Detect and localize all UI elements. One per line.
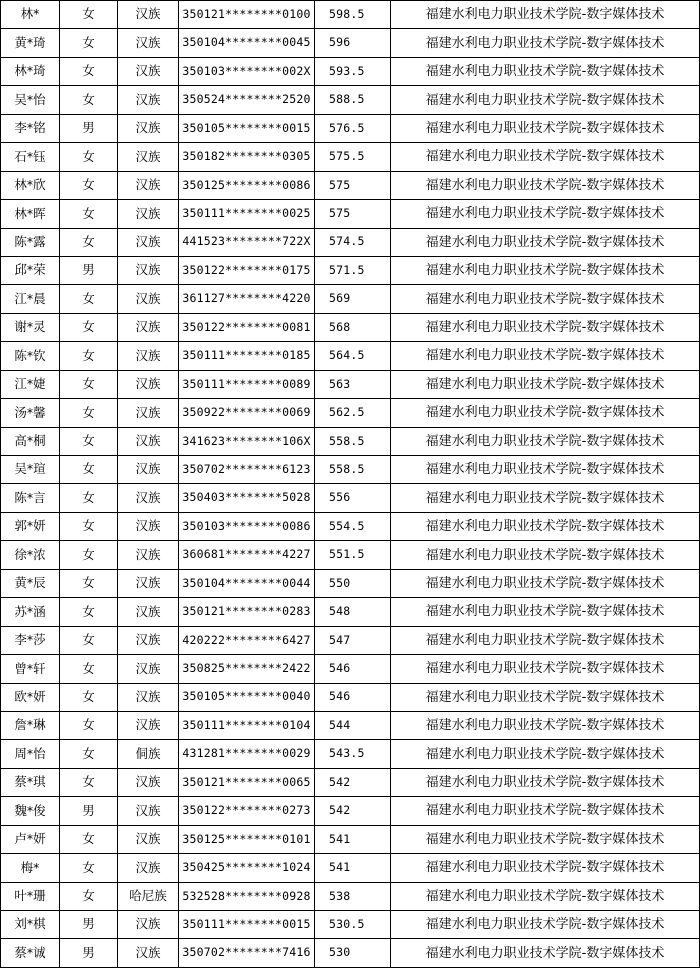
gender-cell: 男 bbox=[60, 797, 118, 825]
id-number-cell: 350111********0025 bbox=[179, 200, 315, 228]
table-row bbox=[1, 399, 700, 427]
school-major-cell: 福建水利电力职业技术学院-数字媒体技术 bbox=[391, 569, 700, 597]
ethnicity-cell: 汉族 bbox=[118, 171, 179, 199]
name-cell: 石*钰 bbox=[1, 143, 60, 171]
school-major-cell: 福建水利电力职业技术学院-数字媒体技术 bbox=[391, 399, 700, 427]
ethnicity-cell: 汉族 bbox=[118, 1, 179, 29]
score-cell: 569 bbox=[315, 285, 391, 313]
school-major-cell: 福建水利电力职业技术学院-数字媒体技术 bbox=[391, 256, 700, 284]
name-cell: 叶*珊 bbox=[1, 882, 60, 910]
table-row bbox=[1, 29, 700, 57]
gender-cell: 女 bbox=[60, 541, 118, 569]
table-row bbox=[1, 683, 700, 711]
school-major-cell: 福建水利电力职业技术学院-数字媒体技术 bbox=[391, 911, 700, 939]
gender-cell: 女 bbox=[60, 711, 118, 739]
ethnicity-cell: 汉族 bbox=[118, 512, 179, 540]
id-number-cell: 350111********0185 bbox=[179, 342, 315, 370]
id-number-cell: 350125********0086 bbox=[179, 171, 315, 199]
gender-cell: 女 bbox=[60, 825, 118, 853]
ethnicity-cell: 汉族 bbox=[118, 854, 179, 882]
school-major-cell: 福建水利电力职业技术学院-数字媒体技术 bbox=[391, 143, 700, 171]
id-number-cell: 350105********0015 bbox=[179, 114, 315, 142]
name-cell: 欧*妍 bbox=[1, 683, 60, 711]
id-number-cell: 431281********0029 bbox=[179, 740, 315, 768]
score-cell: 571.5 bbox=[315, 256, 391, 284]
id-number-cell: 361127********4220 bbox=[179, 285, 315, 313]
ethnicity-cell: 汉族 bbox=[118, 797, 179, 825]
school-major-cell: 福建水利电力职业技术学院-数字媒体技术 bbox=[391, 484, 700, 512]
score-cell: 550 bbox=[315, 569, 391, 597]
table-row bbox=[1, 114, 700, 142]
gender-cell: 女 bbox=[60, 285, 118, 313]
ethnicity-cell: 汉族 bbox=[118, 114, 179, 142]
name-cell: 谢*灵 bbox=[1, 313, 60, 341]
ethnicity-cell: 汉族 bbox=[118, 313, 179, 341]
id-number-cell: 341623********106X bbox=[179, 427, 315, 455]
table-row bbox=[1, 484, 700, 512]
school-major-cell: 福建水利电力职业技术学院-数字媒体技术 bbox=[391, 200, 700, 228]
ethnicity-cell: 汉族 bbox=[118, 683, 179, 711]
id-number-cell: 350122********0175 bbox=[179, 256, 315, 284]
gender-cell: 女 bbox=[60, 626, 118, 654]
table-row bbox=[1, 256, 700, 284]
name-cell: 高*桐 bbox=[1, 427, 60, 455]
id-number-cell: 350105********0040 bbox=[179, 683, 315, 711]
name-cell: 刘*棋 bbox=[1, 911, 60, 939]
table-row bbox=[1, 740, 700, 768]
table-row bbox=[1, 200, 700, 228]
table-row bbox=[1, 626, 700, 654]
table-row bbox=[1, 171, 700, 199]
table-row bbox=[1, 797, 700, 825]
gender-cell: 女 bbox=[60, 683, 118, 711]
school-major-cell: 福建水利电力职业技术学院-数字媒体技术 bbox=[391, 342, 700, 370]
gender-cell: 女 bbox=[60, 143, 118, 171]
gender-cell: 女 bbox=[60, 512, 118, 540]
name-cell: 卢*妍 bbox=[1, 825, 60, 853]
score-cell: 562.5 bbox=[315, 399, 391, 427]
school-major-cell: 福建水利电力职业技术学院-数字媒体技术 bbox=[391, 541, 700, 569]
school-major-cell: 福建水利电力职业技术学院-数字媒体技术 bbox=[391, 740, 700, 768]
id-number-cell: 350103********002X bbox=[179, 57, 315, 85]
name-cell: 魏*俊 bbox=[1, 797, 60, 825]
score-cell: 541 bbox=[315, 825, 391, 853]
name-cell: 吴*瑄 bbox=[1, 456, 60, 484]
school-major-cell: 福建水利电力职业技术学院-数字媒体技术 bbox=[391, 797, 700, 825]
score-cell: 563 bbox=[315, 370, 391, 398]
id-number-cell: 420222********6427 bbox=[179, 626, 315, 654]
score-cell: 542 bbox=[315, 797, 391, 825]
id-number-cell: 532528********0928 bbox=[179, 882, 315, 910]
score-cell: 530 bbox=[315, 939, 391, 967]
gender-cell: 女 bbox=[60, 200, 118, 228]
gender-cell: 男 bbox=[60, 114, 118, 142]
name-cell: 陈*露 bbox=[1, 228, 60, 256]
table-row bbox=[1, 711, 700, 739]
ethnicity-cell: 汉族 bbox=[118, 256, 179, 284]
name-cell: 郭*妍 bbox=[1, 512, 60, 540]
ethnicity-cell: 汉族 bbox=[118, 541, 179, 569]
school-major-cell: 福建水利电力职业技术学院-数字媒体技术 bbox=[391, 114, 700, 142]
gender-cell: 女 bbox=[60, 1, 118, 29]
school-major-cell: 福建水利电力职业技术学院-数字媒体技术 bbox=[391, 939, 700, 967]
ethnicity-cell: 汉族 bbox=[118, 911, 179, 939]
ethnicity-cell: 汉族 bbox=[118, 228, 179, 256]
ethnicity-cell: 汉族 bbox=[118, 655, 179, 683]
name-cell: 邱*荣 bbox=[1, 256, 60, 284]
id-number-cell: 350122********0081 bbox=[179, 313, 315, 341]
gender-cell: 女 bbox=[60, 740, 118, 768]
score-cell: 575 bbox=[315, 200, 391, 228]
score-cell: 554.5 bbox=[315, 512, 391, 540]
score-cell: 568 bbox=[315, 313, 391, 341]
score-cell: 551.5 bbox=[315, 541, 391, 569]
table-row bbox=[1, 569, 700, 597]
school-major-cell: 福建水利电力职业技术学院-数字媒体技术 bbox=[391, 1, 700, 29]
score-cell: 544 bbox=[315, 711, 391, 739]
ethnicity-cell: 汉族 bbox=[118, 939, 179, 967]
school-major-cell: 福建水利电力职业技术学院-数字媒体技术 bbox=[391, 171, 700, 199]
id-number-cell: 350104********0045 bbox=[179, 29, 315, 57]
score-cell: 530.5 bbox=[315, 911, 391, 939]
score-cell: 575.5 bbox=[315, 143, 391, 171]
ethnicity-cell: 汉族 bbox=[118, 57, 179, 85]
ethnicity-cell: 汉族 bbox=[118, 342, 179, 370]
score-cell: 575 bbox=[315, 171, 391, 199]
score-cell: 588.5 bbox=[315, 86, 391, 114]
name-cell: 曾*轩 bbox=[1, 655, 60, 683]
gender-cell: 女 bbox=[60, 427, 118, 455]
school-major-cell: 福建水利电力职业技术学院-数字媒体技术 bbox=[391, 768, 700, 796]
name-cell: 李*铭 bbox=[1, 114, 60, 142]
table-row bbox=[1, 655, 700, 683]
ethnicity-cell: 汉族 bbox=[118, 427, 179, 455]
school-major-cell: 福建水利电力职业技术学院-数字媒体技术 bbox=[391, 456, 700, 484]
table-row bbox=[1, 882, 700, 910]
id-number-cell: 350111********0015 bbox=[179, 911, 315, 939]
gender-cell: 女 bbox=[60, 854, 118, 882]
name-cell: 李*莎 bbox=[1, 626, 60, 654]
id-number-cell: 350825********2422 bbox=[179, 655, 315, 683]
school-major-cell: 福建水利电力职业技术学院-数字媒体技术 bbox=[391, 427, 700, 455]
id-number-cell: 360681********4227 bbox=[179, 541, 315, 569]
score-cell: 548 bbox=[315, 598, 391, 626]
ethnicity-cell: 汉族 bbox=[118, 711, 179, 739]
score-cell: 596 bbox=[315, 29, 391, 57]
score-cell: 556 bbox=[315, 484, 391, 512]
ethnicity-cell: 汉族 bbox=[118, 456, 179, 484]
ethnicity-cell: 汉族 bbox=[118, 569, 179, 597]
school-major-cell: 福建水利电力职业技术学院-数字媒体技术 bbox=[391, 882, 700, 910]
name-cell: 徐*浓 bbox=[1, 541, 60, 569]
name-cell: 陈*钦 bbox=[1, 342, 60, 370]
name-cell: 林*晖 bbox=[1, 200, 60, 228]
name-cell: 江*晨 bbox=[1, 285, 60, 313]
school-major-cell: 福建水利电力职业技术学院-数字媒体技术 bbox=[391, 29, 700, 57]
gender-cell: 男 bbox=[60, 911, 118, 939]
id-number-cell: 350702********7416 bbox=[179, 939, 315, 967]
id-number-cell: 350121********0283 bbox=[179, 598, 315, 626]
gender-cell: 女 bbox=[60, 57, 118, 85]
table-row bbox=[1, 854, 700, 882]
gender-cell: 女 bbox=[60, 313, 118, 341]
gender-cell: 女 bbox=[60, 29, 118, 57]
school-major-cell: 福建水利电力职业技术学院-数字媒体技术 bbox=[391, 711, 700, 739]
score-cell: 598.5 bbox=[315, 1, 391, 29]
ethnicity-cell: 汉族 bbox=[118, 825, 179, 853]
school-major-cell: 福建水利电力职业技术学院-数字媒体技术 bbox=[391, 626, 700, 654]
table-row bbox=[1, 825, 700, 853]
school-major-cell: 福建水利电力职业技术学院-数字媒体技术 bbox=[391, 57, 700, 85]
ethnicity-cell: 哈尼族 bbox=[118, 882, 179, 910]
name-cell: 林*欣 bbox=[1, 171, 60, 199]
id-number-cell: 441523********722X bbox=[179, 228, 315, 256]
name-cell: 陈*言 bbox=[1, 484, 60, 512]
table-row bbox=[1, 86, 700, 114]
table-row bbox=[1, 768, 700, 796]
score-cell: 558.5 bbox=[315, 427, 391, 455]
ethnicity-cell: 汉族 bbox=[118, 86, 179, 114]
score-cell: 558.5 bbox=[315, 456, 391, 484]
id-number-cell: 350922********0069 bbox=[179, 399, 315, 427]
table-body bbox=[1, 1, 700, 968]
score-cell: 593.5 bbox=[315, 57, 391, 85]
gender-cell: 女 bbox=[60, 655, 118, 683]
table-row bbox=[1, 228, 700, 256]
gender-cell: 男 bbox=[60, 256, 118, 284]
score-cell: 542 bbox=[315, 768, 391, 796]
score-cell: 564.5 bbox=[315, 342, 391, 370]
id-number-cell: 350111********0089 bbox=[179, 370, 315, 398]
name-cell: 梅* bbox=[1, 854, 60, 882]
ethnicity-cell: 侗族 bbox=[118, 740, 179, 768]
score-cell: 538 bbox=[315, 882, 391, 910]
ethnicity-cell: 汉族 bbox=[118, 370, 179, 398]
id-number-cell: 350122********0273 bbox=[179, 797, 315, 825]
gender-cell: 女 bbox=[60, 882, 118, 910]
table-row bbox=[1, 57, 700, 85]
school-major-cell: 福建水利电力职业技术学院-数字媒体技术 bbox=[391, 86, 700, 114]
name-cell: 江*婕 bbox=[1, 370, 60, 398]
table-row bbox=[1, 370, 700, 398]
ethnicity-cell: 汉族 bbox=[118, 143, 179, 171]
name-cell: 詹*琳 bbox=[1, 711, 60, 739]
gender-cell: 女 bbox=[60, 484, 118, 512]
ethnicity-cell: 汉族 bbox=[118, 626, 179, 654]
id-number-cell: 350104********0044 bbox=[179, 569, 315, 597]
gender-cell: 女 bbox=[60, 86, 118, 114]
table-row bbox=[1, 598, 700, 626]
table-row bbox=[1, 427, 700, 455]
table-row bbox=[1, 1, 700, 29]
name-cell: 蔡*诚 bbox=[1, 939, 60, 967]
id-number-cell: 350182********0305 bbox=[179, 143, 315, 171]
ethnicity-cell: 汉族 bbox=[118, 768, 179, 796]
name-cell: 黄*琦 bbox=[1, 29, 60, 57]
gender-cell: 女 bbox=[60, 342, 118, 370]
gender-cell: 女 bbox=[60, 768, 118, 796]
gender-cell: 女 bbox=[60, 228, 118, 256]
table-row bbox=[1, 512, 700, 540]
table-row bbox=[1, 456, 700, 484]
ethnicity-cell: 汉族 bbox=[118, 285, 179, 313]
table-row bbox=[1, 143, 700, 171]
name-cell: 吴*怡 bbox=[1, 86, 60, 114]
id-number-cell: 350111********0104 bbox=[179, 711, 315, 739]
name-cell: 周*怡 bbox=[1, 740, 60, 768]
school-major-cell: 福建水利电力职业技术学院-数字媒体技术 bbox=[391, 285, 700, 313]
id-number-cell: 350702********6123 bbox=[179, 456, 315, 484]
name-cell: 蔡*琪 bbox=[1, 768, 60, 796]
table-row bbox=[1, 285, 700, 313]
ethnicity-cell: 汉族 bbox=[118, 200, 179, 228]
name-cell: 苏*涵 bbox=[1, 598, 60, 626]
score-cell: 543.5 bbox=[315, 740, 391, 768]
score-cell: 546 bbox=[315, 655, 391, 683]
table-row bbox=[1, 911, 700, 939]
name-cell: 林* bbox=[1, 1, 60, 29]
ethnicity-cell: 汉族 bbox=[118, 484, 179, 512]
gender-cell: 女 bbox=[60, 456, 118, 484]
ethnicity-cell: 汉族 bbox=[118, 399, 179, 427]
score-cell: 546 bbox=[315, 683, 391, 711]
gender-cell: 女 bbox=[60, 598, 118, 626]
score-cell: 541 bbox=[315, 854, 391, 882]
school-major-cell: 福建水利电力职业技术学院-数字媒体技术 bbox=[391, 683, 700, 711]
ethnicity-cell: 汉族 bbox=[118, 598, 179, 626]
name-cell: 黄*辰 bbox=[1, 569, 60, 597]
score-cell: 547 bbox=[315, 626, 391, 654]
school-major-cell: 福建水利电力职业技术学院-数字媒体技术 bbox=[391, 512, 700, 540]
school-major-cell: 福建水利电力职业技术学院-数字媒体技术 bbox=[391, 825, 700, 853]
name-cell: 林*琦 bbox=[1, 57, 60, 85]
table-row bbox=[1, 342, 700, 370]
school-major-cell: 福建水利电力职业技术学院-数字媒体技术 bbox=[391, 598, 700, 626]
id-number-cell: 350125********0101 bbox=[179, 825, 315, 853]
table-row bbox=[1, 939, 700, 967]
school-major-cell: 福建水利电力职业技术学院-数字媒体技术 bbox=[391, 370, 700, 398]
gender-cell: 女 bbox=[60, 171, 118, 199]
gender-cell: 女 bbox=[60, 399, 118, 427]
gender-cell: 女 bbox=[60, 370, 118, 398]
gender-cell: 男 bbox=[60, 939, 118, 967]
id-number-cell: 350121********0100 bbox=[179, 1, 315, 29]
id-number-cell: 350524********2520 bbox=[179, 86, 315, 114]
id-number-cell: 350103********0086 bbox=[179, 512, 315, 540]
id-number-cell: 350425********1024 bbox=[179, 854, 315, 882]
id-number-cell: 350403********5028 bbox=[179, 484, 315, 512]
table-row bbox=[1, 313, 700, 341]
name-cell: 汤*馨 bbox=[1, 399, 60, 427]
school-major-cell: 福建水利电力职业技术学院-数字媒体技术 bbox=[391, 228, 700, 256]
score-cell: 576.5 bbox=[315, 114, 391, 142]
table-row bbox=[1, 541, 700, 569]
school-major-cell: 福建水利电力职业技术学院-数字媒体技术 bbox=[391, 655, 700, 683]
score-cell: 574.5 bbox=[315, 228, 391, 256]
id-number-cell: 350121********0065 bbox=[179, 768, 315, 796]
school-major-cell: 福建水利电力职业技术学院-数字媒体技术 bbox=[391, 854, 700, 882]
gender-cell: 女 bbox=[60, 569, 118, 597]
ethnicity-cell: 汉族 bbox=[118, 29, 179, 57]
school-major-cell: 福建水利电力职业技术学院-数字媒体技术 bbox=[391, 313, 700, 341]
